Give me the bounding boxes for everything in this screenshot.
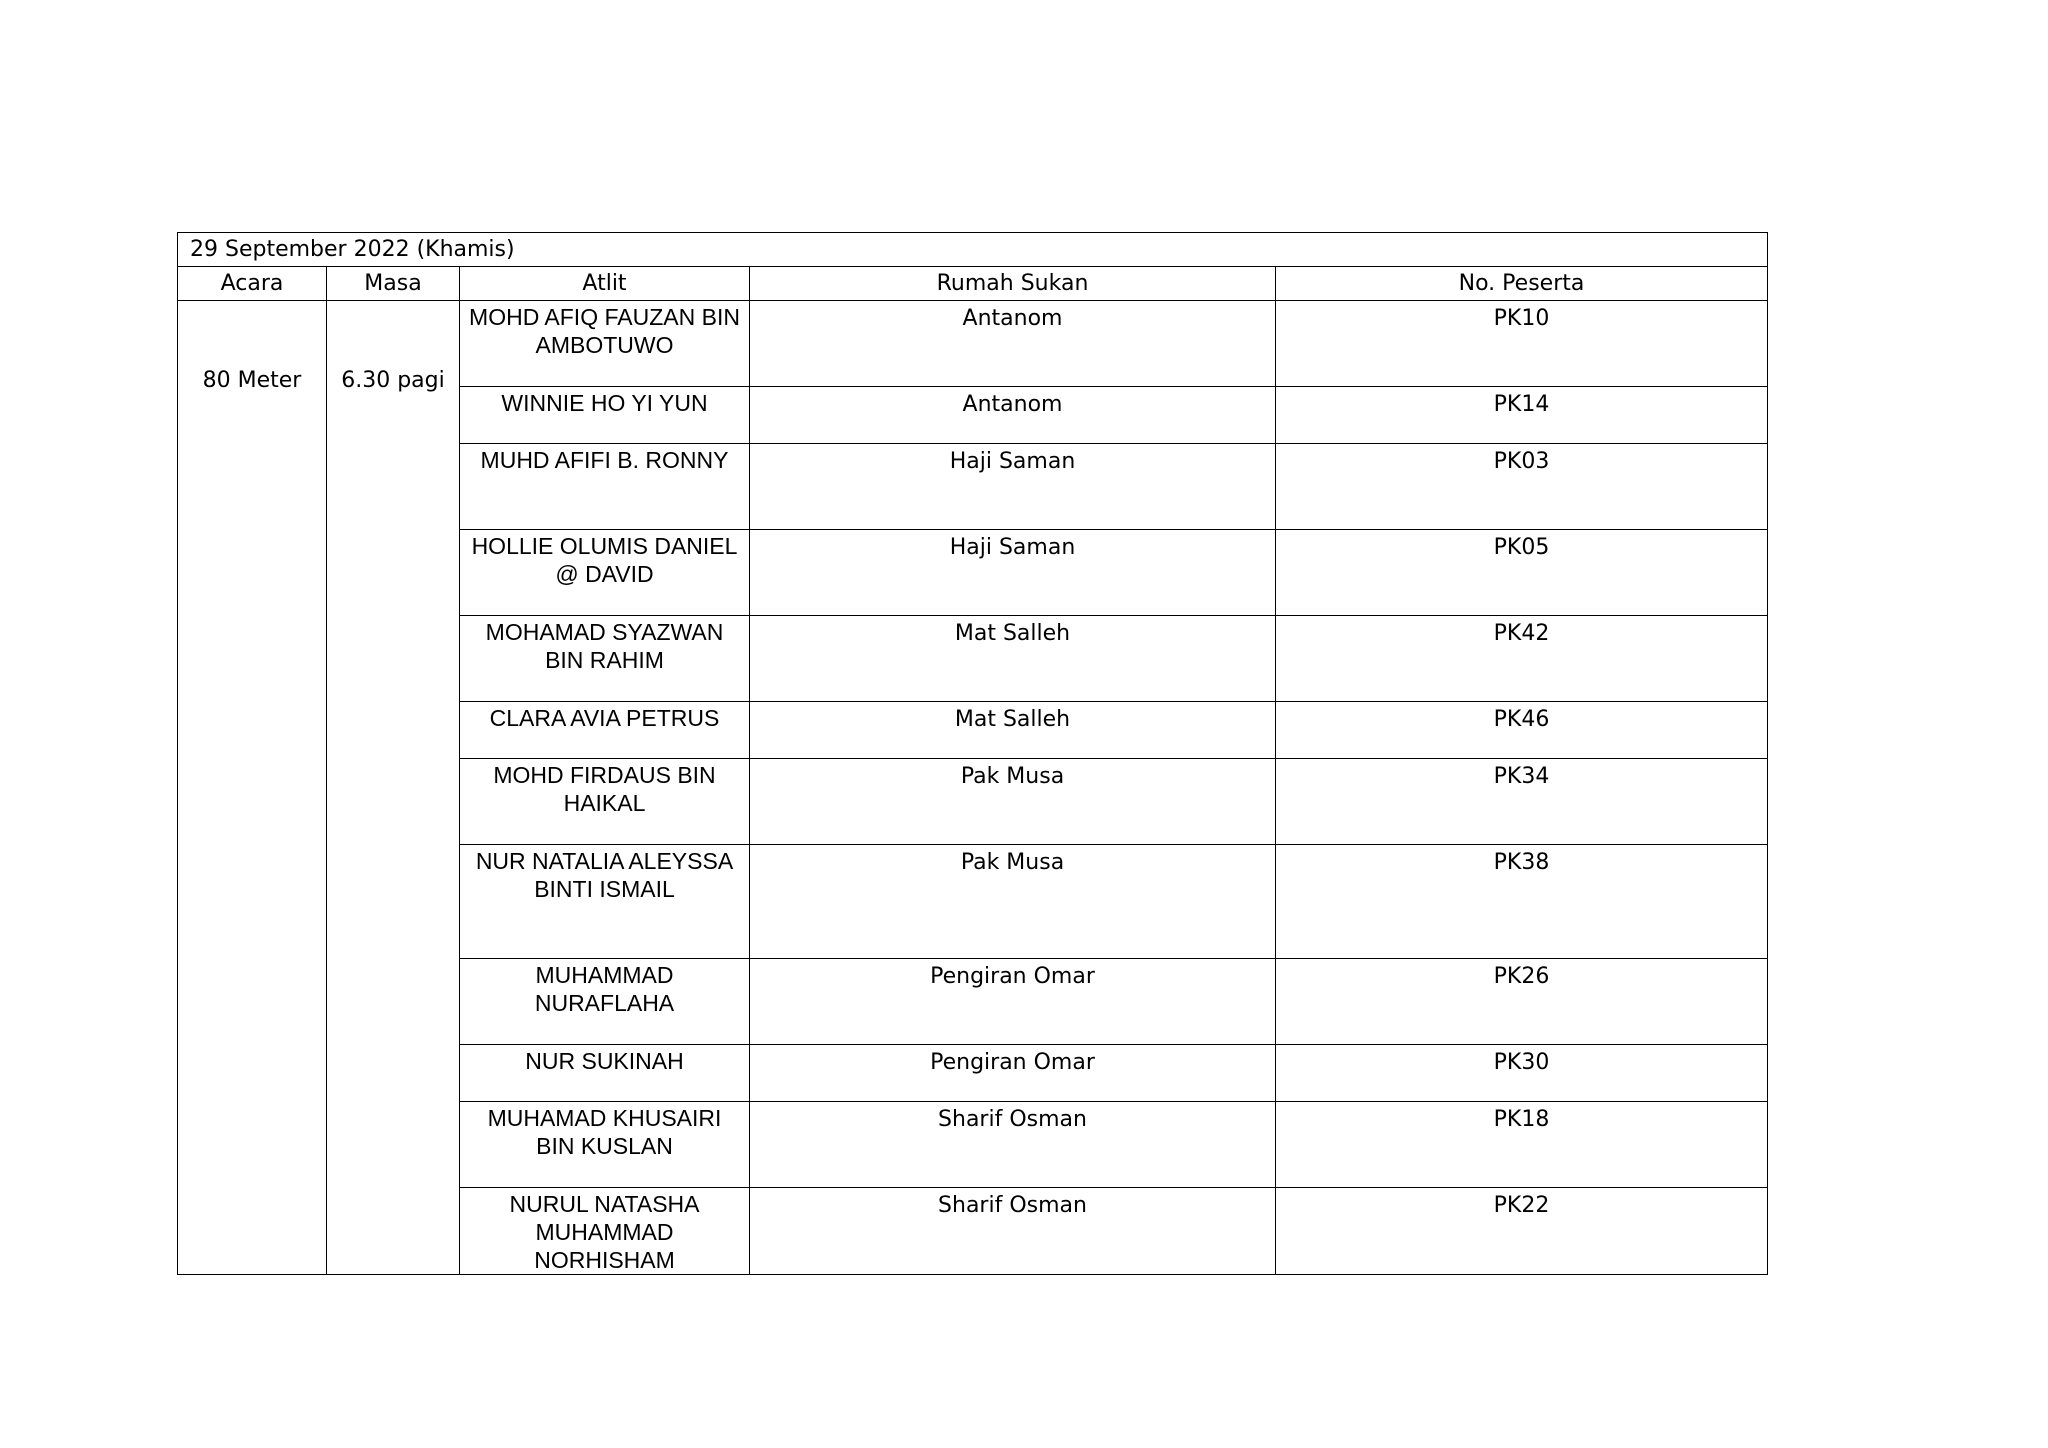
house-cell: Pak Musa: [750, 845, 1276, 959]
table-row: [178, 301, 1768, 387]
house-cell: Sharif Osman: [750, 1188, 1276, 1275]
participant-number-cell: PK42: [1276, 616, 1768, 702]
house-cell: Antanom: [750, 387, 1276, 444]
column-header-time: Masa: [327, 267, 460, 301]
column-header-house: Rumah Sukan: [750, 267, 1276, 301]
athlete-cell: MUHAMMAD NURAFLAHA: [460, 959, 750, 1045]
house-cell: Haji Saman: [750, 444, 1276, 530]
column-header-event: Acara: [178, 267, 327, 301]
athlete-cell: WINNIE HO YI YUN: [460, 387, 750, 444]
column-header-number: No. Peserta: [1276, 267, 1768, 301]
participant-number-cell: PK18: [1276, 1102, 1768, 1188]
house-cell: Mat Salleh: [750, 702, 1276, 759]
participant-number-cell: PK38: [1276, 845, 1768, 959]
participant-number-cell: PK22: [1276, 1188, 1768, 1275]
athlete-cell: CLARA AVIA PETRUS: [460, 702, 750, 759]
athlete-cell: NURUL NATASHA MUHAMMAD NORHISHAM: [460, 1188, 750, 1275]
column-header-row: [178, 267, 1768, 301]
house-cell: Antanom: [750, 301, 1276, 387]
participant-number-cell: PK34: [1276, 759, 1768, 845]
participant-number-cell: PK26: [1276, 959, 1768, 1045]
participant-number-cell: PK46: [1276, 702, 1768, 759]
house-cell: Pak Musa: [750, 759, 1276, 845]
event-cell: 80 Meter: [178, 301, 327, 1275]
schedule-table: [177, 232, 1768, 1275]
athlete-cell: MOHAMAD SYAZWAN BIN RAHIM: [460, 616, 750, 702]
time-cell: 6.30 pagi: [327, 301, 460, 1275]
athlete-cell: MUHAMAD KHUSAIRI BIN KUSLAN: [460, 1102, 750, 1188]
house-cell: Haji Saman: [750, 530, 1276, 616]
participant-number-cell: PK10: [1276, 301, 1768, 387]
athlete-cell: NUR SUKINAH: [460, 1045, 750, 1102]
athlete-cell: HOLLIE OLUMIS DANIEL @ DAVID: [460, 530, 750, 616]
date-header: 29 September 2022 (Khamis): [178, 233, 1768, 267]
athlete-cell: MOHD AFIQ FAUZAN BIN AMBOTUWO: [460, 301, 750, 387]
house-cell: Sharif Osman: [750, 1102, 1276, 1188]
house-cell: Pengiran Omar: [750, 959, 1276, 1045]
house-cell: Mat Salleh: [750, 616, 1276, 702]
athlete-cell: MOHD FIRDAUS BIN HAIKAL: [460, 759, 750, 845]
athlete-cell: MUHD AFIFI B. RONNY: [460, 444, 750, 530]
participant-number-cell: PK30: [1276, 1045, 1768, 1102]
column-header-athlete: Atlit: [460, 267, 750, 301]
participant-number-cell: PK05: [1276, 530, 1768, 616]
participant-number-cell: PK14: [1276, 387, 1768, 444]
date-row: [178, 233, 1768, 267]
house-cell: Pengiran Omar: [750, 1045, 1276, 1102]
athlete-cell: NUR NATALIA ALEYSSA BINTI ISMAIL: [460, 845, 750, 959]
participant-number-cell: PK03: [1276, 444, 1768, 530]
